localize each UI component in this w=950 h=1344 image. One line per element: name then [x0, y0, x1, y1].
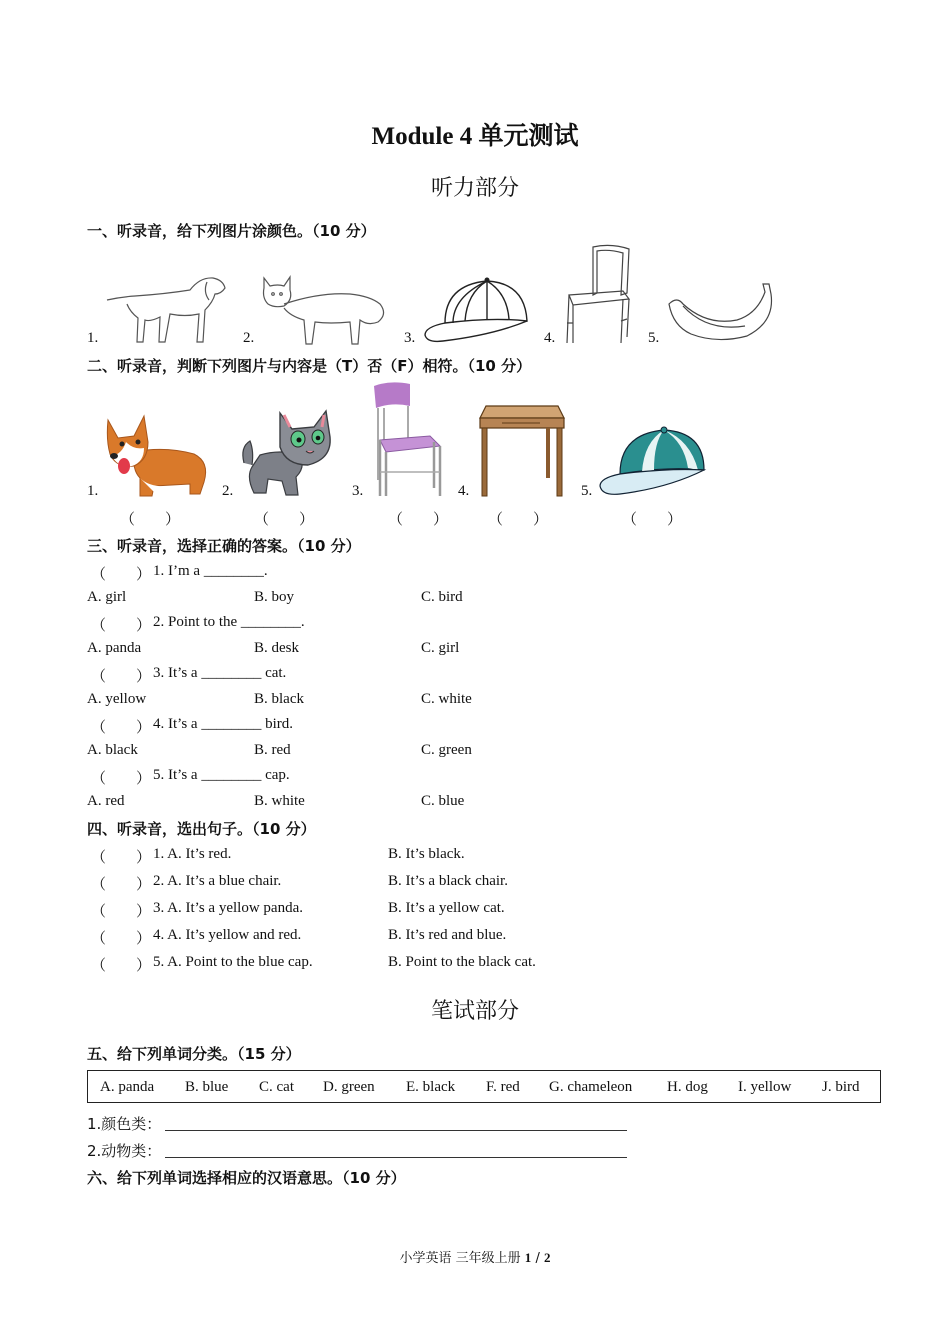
- s3-option-b: B. desk: [254, 640, 299, 656]
- s2-answer-paren-4[interactable]: （ ）: [488, 512, 549, 528]
- s2-number-5: 5.: [581, 483, 593, 499]
- cap-outline-icon: [423, 277, 529, 345]
- animals-category-label: 2.动物类：: [87, 1142, 162, 1160]
- s3-option-c: C. blue: [421, 793, 465, 809]
- s4-option-a: 1. A. It’s red.: [153, 846, 232, 862]
- s3-option-a: A. girl: [87, 589, 127, 605]
- s3-question: 4. It’s a ________ bird.: [153, 716, 293, 732]
- word-c: C. cat: [259, 1079, 294, 1095]
- desk-icon: [478, 404, 566, 498]
- writing-section-title: 笔试部分: [430, 999, 519, 1024]
- s3-question: 3. It’s a ________ cat.: [153, 665, 287, 681]
- s1-number-4: 4.: [544, 330, 556, 346]
- footer-text: 小学英语 三年级上册: [399, 1251, 521, 1266]
- s4-option-a: 2. A. It’s a blue chair.: [153, 873, 282, 889]
- s3-question: 1. I’m a ________.: [153, 563, 268, 579]
- s4-option-a: 5. A. Point to the blue cap.: [153, 954, 313, 970]
- s3-option-b: B. black: [254, 691, 304, 707]
- s2-answer-paren-2[interactable]: （ ）: [254, 512, 315, 528]
- s2-number-2: 2.: [222, 483, 234, 499]
- word-g: G. chameleon: [549, 1079, 633, 1095]
- s3-option-a: A. red: [87, 793, 125, 809]
- word-a: A. panda: [100, 1079, 155, 1095]
- s3-option-a: A. panda: [87, 640, 142, 656]
- banana-outline-icon: [667, 282, 779, 344]
- s3-answer-paren[interactable]: （ ）: [91, 669, 152, 685]
- word-b: B. blue: [185, 1079, 229, 1095]
- word-e: E. black: [406, 1079, 456, 1095]
- s3-option-b: B. red: [254, 742, 291, 758]
- s3-answer-paren[interactable]: （ ）: [91, 720, 152, 736]
- s1-number-2: 2.: [243, 330, 255, 346]
- s4-option-b: B. It’s a yellow cat.: [388, 900, 505, 916]
- s3-option-c: C. girl: [421, 640, 460, 656]
- s3-answer-paren[interactable]: （ ）: [91, 618, 152, 634]
- s4-option-b: B. It’s red and blue.: [388, 927, 507, 943]
- s2-answer-paren-3[interactable]: （ ）: [388, 512, 449, 528]
- page-title: Module 4 单元测试: [371, 123, 579, 150]
- s3-option-c: C. white: [421, 691, 472, 707]
- s4-option-b: B. Point to the black cat.: [388, 954, 536, 970]
- cat-color-icon: [240, 407, 336, 499]
- s2-number-4: 4.: [458, 483, 470, 499]
- word-bank-box: [87, 1070, 881, 1103]
- s3-question: 2. Point to the ________.: [153, 614, 305, 630]
- s2-number-1: 1.: [87, 483, 99, 499]
- footer-total: 2: [543, 1250, 551, 1265]
- s3-option-b: B. white: [254, 793, 305, 809]
- section6-heading: 六、给下列单词选择相应的汉语意思。（10 分）: [87, 1169, 406, 1187]
- page-footer: [0, 1247, 950, 1266]
- s4-option-a: 4. A. It’s yellow and red.: [153, 927, 302, 943]
- s3-question: 5. It’s a ________ cap.: [153, 767, 290, 783]
- footer-page: 1: [524, 1250, 532, 1265]
- s3-option-c: C. green: [421, 742, 472, 758]
- dog-outline-icon: [105, 272, 230, 347]
- s4-answer-paren[interactable]: （ ）: [91, 931, 152, 947]
- s3-option-b: B. boy: [254, 589, 295, 605]
- word-j: J. bird: [822, 1079, 860, 1095]
- animals-answer-line[interactable]: [165, 1157, 627, 1158]
- s4-option-b: B. It’s black.: [388, 846, 465, 862]
- colors-category-label: 1.颜色类：: [87, 1115, 162, 1133]
- s4-option-b: B. It’s a black chair.: [388, 873, 508, 889]
- s4-answer-paren[interactable]: （ ）: [91, 958, 152, 974]
- teal-cap-icon: [598, 426, 708, 498]
- s4-answer-paren[interactable]: （ ）: [91, 850, 152, 866]
- s2-answer-paren-5[interactable]: （ ）: [622, 512, 683, 528]
- listening-section-title: 听力部分: [430, 176, 519, 201]
- s2-answer-paren-1[interactable]: （ ）: [120, 512, 181, 528]
- purple-chair-icon: [370, 380, 445, 498]
- s1-number-3: 3.: [404, 330, 416, 346]
- word-i: I. yellow: [738, 1079, 792, 1095]
- word-h: H. dog: [667, 1079, 708, 1095]
- s1-number-1: 1.: [87, 330, 99, 346]
- s4-option-a: 3. A. It’s a yellow panda.: [153, 900, 303, 916]
- s4-answer-paren[interactable]: （ ）: [91, 904, 152, 920]
- cat-outline-icon: [260, 274, 390, 348]
- s3-option-a: A. black: [87, 742, 138, 758]
- section5-heading: 五、给下列单词分类。（15 分）: [87, 1045, 301, 1063]
- colors-answer-line[interactable]: [165, 1130, 627, 1131]
- footer-sep: /: [535, 1251, 540, 1266]
- word-d: D. green: [323, 1079, 375, 1095]
- section4-heading: 四、听录音，选出句子。（10 分）: [87, 820, 316, 838]
- section2-heading: 二、听录音，判断下列图片与内容是（T）否（F）相符。（10 分）: [87, 357, 532, 375]
- s1-number-5: 5.: [648, 330, 660, 346]
- s3-option-c: C. bird: [421, 589, 463, 605]
- word-f: F. red: [486, 1079, 520, 1095]
- dog-color-icon: [104, 412, 210, 498]
- s3-answer-paren[interactable]: （ ）: [91, 771, 152, 787]
- chair-outline-icon: [563, 243, 633, 347]
- s3-option-a: A. yellow: [87, 691, 147, 707]
- s2-number-3: 3.: [352, 483, 364, 499]
- section1-heading: 一、听录音，给下列图片涂颜色。（10 分）: [87, 222, 376, 240]
- s4-answer-paren[interactable]: （ ）: [91, 877, 152, 893]
- s3-answer-paren[interactable]: （ ）: [91, 567, 152, 583]
- section3-heading: 三、听录音，选择正确的答案。（10 分）: [87, 537, 361, 555]
